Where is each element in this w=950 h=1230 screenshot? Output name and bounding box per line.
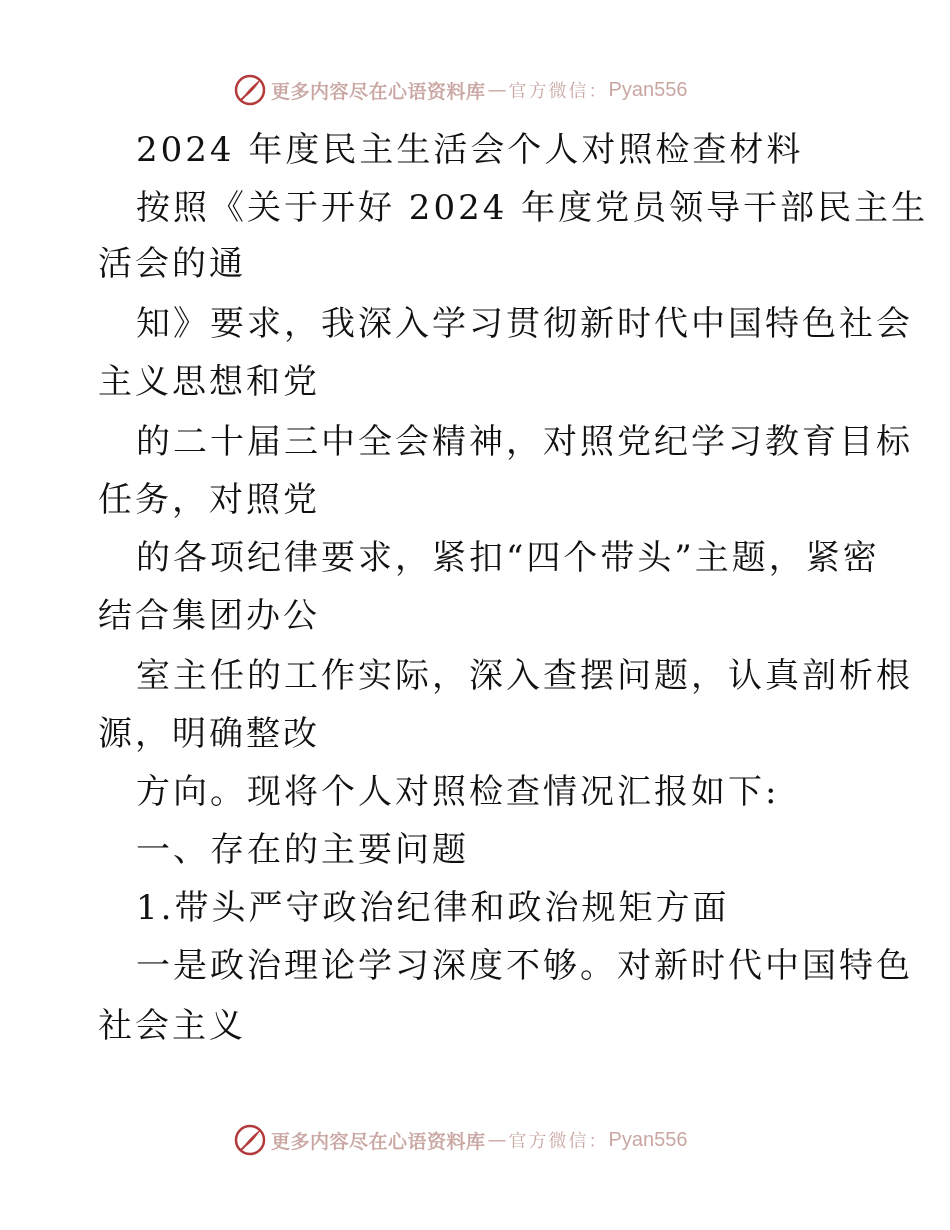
paragraph-line: 的各项纪律要求，紧扣“四个带头”主题，紧密 [136, 538, 880, 578]
paragraph-line: 的二十届三中全会精神，对照党纪学习教育目标 [136, 422, 913, 462]
banner-text: 更多内容尽在心语资料库 [271, 80, 486, 103]
section-heading: 一、存在的主要问题 [136, 830, 469, 870]
paragraph-line: 结合集团办公 [98, 596, 320, 636]
paragraph-line: 室主任的工作实际，深入查摆问题，认真剖析根 [136, 656, 913, 696]
banner-wechat-label: 官方微信： [508, 81, 609, 102]
quill-logo-icon [233, 73, 267, 107]
paragraph-line: 源，明确整改 [98, 714, 320, 754]
paragraph-line: 主义思想和党 [98, 362, 320, 402]
paragraph-line: 社会主义 [98, 1006, 246, 1046]
banner-separator: — [487, 79, 507, 101]
header-watermark-banner [233, 72, 687, 108]
paragraph-line: 方向。现将个人对照检查情况汇报如下: [136, 772, 780, 812]
quill-logo-icon [233, 1123, 267, 1157]
paragraph-line: 知》要求，我深入学习贯彻新时代中国特色社会 [136, 304, 913, 344]
paragraph-line: 任务，对照党 [98, 480, 320, 520]
subsection-heading: 1.带头严守政治纪律和政治规矩方面 [136, 888, 730, 928]
banner-wechat-label: 官方微信： [508, 1131, 609, 1152]
paragraph-line: 一是政治理论学习深度不够。对新时代中国特色 [136, 946, 913, 986]
paragraph-line: 按照《关于开好 2024 年度党员领导干部民主生 [136, 188, 929, 228]
footer-watermark-banner [233, 1122, 687, 1158]
banner-wechat-id: Pyan556 [608, 78, 688, 101]
banner-wechat-id: Pyan556 [608, 1128, 688, 1151]
banner-separator: — [487, 1129, 507, 1151]
paragraph-line: 活会的通 [98, 244, 246, 284]
document-title: 2024 年度民主生活会个人对照检查材料 [136, 130, 804, 170]
banner-text: 更多内容尽在心语资料库 [271, 1130, 486, 1153]
